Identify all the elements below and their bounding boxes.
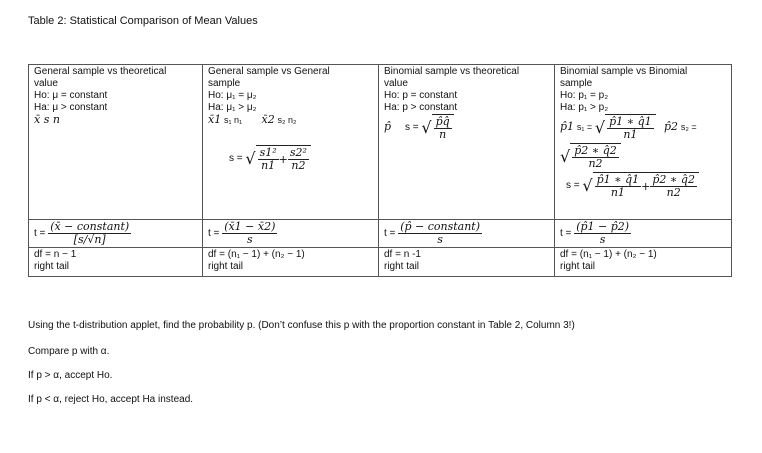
- column-heading-line: General sample vs General: [208, 66, 330, 77]
- s1-s2-formulas: p̂1 s₁ = √ $\frac{p̂1 ∗ q̂1}{n1}$ p̂2 s₂ =: [560, 115, 697, 141]
- t-statistic-fraction: $\frac{\text{(p̂ − constant)}}{s}$: [400, 220, 481, 246]
- null-hypothesis: Ho: μ₁ = μ₂: [208, 90, 257, 101]
- cell-binomial-vs-theoretical: [379, 65, 555, 220]
- df-cell: [555, 248, 732, 277]
- t-formula-cell: t = $\frac{\text{(x̄ − constant)}}{[s/√n]}$: [29, 220, 203, 248]
- null-hypothesis: Ho: μ = constant: [34, 90, 108, 101]
- alt-hypothesis: Ha: μ₁ > μ₂: [208, 102, 257, 113]
- tail-type: right tail: [560, 261, 596, 272]
- column-heading-line: Binomial sample vs theoretical: [384, 66, 520, 77]
- instruction-paragraph: If p < α, reject Ho, accept Ha instead.: [28, 394, 194, 405]
- t-formula-cell: t = $\frac{\text{(p̂ − constant)}}{s}$: [379, 220, 555, 248]
- sqrt-sign: √ $\frac{\text{s1²}}{n1}$ + $\frac{\text{s2²}}{n2}$: [245, 145, 311, 172]
- column-heading-line: value: [34, 78, 58, 89]
- sample1-mean: x̄1: [208, 113, 222, 126]
- alt-hypothesis: Ha: p > constant: [384, 102, 458, 113]
- t-statistic-fraction: $\frac{(x̄1 - x̄2)}{s}$: [224, 220, 276, 246]
- t-statistic-fraction: $\frac{\text{(x̄ − constant)}}{[s/√n]}$: [50, 220, 130, 246]
- sqrt-sign: √ $\frac{p̂2 ∗ q̂2}{n2}$: [560, 143, 621, 170]
- sample2-mean: x̄2: [261, 113, 275, 126]
- table-row-definitions: [29, 65, 732, 220]
- degrees-of-freedom: df = n − 1: [34, 249, 77, 260]
- sqrt-sign: √ $\frac{p̂1 ∗ q̂1}{n1}$: [595, 114, 656, 141]
- given-and-s-formula: p̂ s = √ $\frac{p̂q̂}{n}$: [384, 114, 549, 141]
- null-hypothesis: Ho: p₁ = p₂: [560, 90, 609, 101]
- sqrt-sign: √ $\frac{p̂q̂}{n}$: [421, 114, 453, 141]
- given-values: x̄ s n: [34, 113, 60, 126]
- p-hat: p̂: [384, 120, 392, 134]
- df-cell: [203, 248, 379, 277]
- tail-type: right tail: [208, 261, 244, 272]
- pooled-s-formula: s = √ $\frac{\text{s1²}}{n1}$ + $\frac{\text{s2²}}{n2}$: [229, 145, 311, 172]
- column-heading-line: value: [384, 78, 408, 89]
- t-formula-cell: t = $\frac{(p̂1 - p̂2)}{s}$: [555, 220, 732, 248]
- column-heading-line: Binomial sample vs Binomial: [560, 66, 688, 77]
- alt-hypothesis: Ha: p₁ > p₂: [560, 102, 609, 113]
- given-values: [208, 114, 373, 127]
- t-statistic-fraction: $\frac{(p̂1 - p̂2)}{s}$: [576, 220, 630, 246]
- column-heading-line: sample: [208, 78, 241, 89]
- instruction-paragraph: Using the t-distribution applet, find the probability p. (Don’t confuse this p with the proportion constant in Table 2, Column 3!): [28, 320, 575, 331]
- table-row-degrees-of-freedom: [29, 248, 732, 277]
- tail-type: right tail: [34, 261, 70, 272]
- df-cell: [29, 248, 203, 277]
- sample1-params: s₁ n₁: [223, 115, 243, 125]
- column-heading-line: General sample vs theoretical: [34, 66, 167, 77]
- tail-type: right tail: [384, 261, 420, 272]
- pooled-s-formula: s = √ $\frac{p̂1 ∗ q̂1}{n1}$ + $\frac{p̂2 ∗ q̂2}{n2}$: [560, 172, 726, 199]
- degrees-of-freedom: df = n -1: [384, 249, 421, 260]
- sample2-params: s₂ n₂: [277, 115, 297, 125]
- table-row-t-statistic: [29, 220, 732, 248]
- s2-formula: [560, 143, 726, 170]
- instruction-paragraph: Compare p with α.: [28, 346, 110, 357]
- cell-binomial-vs-binomial: [555, 65, 732, 220]
- degrees-of-freedom: df = (n₁ − 1) + (n₂ − 1): [560, 249, 657, 260]
- cell-general-vs-general: [203, 65, 379, 220]
- alt-hypothesis: Ha: μ > constant: [34, 102, 108, 113]
- degrees-of-freedom: df = (n₁ − 1) + (n₂ − 1): [208, 249, 305, 260]
- null-hypothesis: Ho: p = constant: [384, 90, 458, 101]
- df-cell: [379, 248, 555, 277]
- column-heading-line: sample: [560, 78, 593, 89]
- instruction-paragraph: If p > α, accept Ho.: [28, 370, 113, 381]
- comparison-table: [28, 64, 732, 277]
- sqrt-sign: √ $\frac{p̂1 ∗ q̂1}{n1}$ + $\frac{p̂2 ∗ q̂2}{n2}$: [582, 172, 699, 199]
- t-formula-cell: t = $\frac{(x̄1 - x̄2)}{s}$: [203, 220, 379, 248]
- cell-general-vs-theoretical: [29, 65, 203, 220]
- table-caption: Table 2: Statistical Comparison of Mean Values: [28, 15, 258, 27]
